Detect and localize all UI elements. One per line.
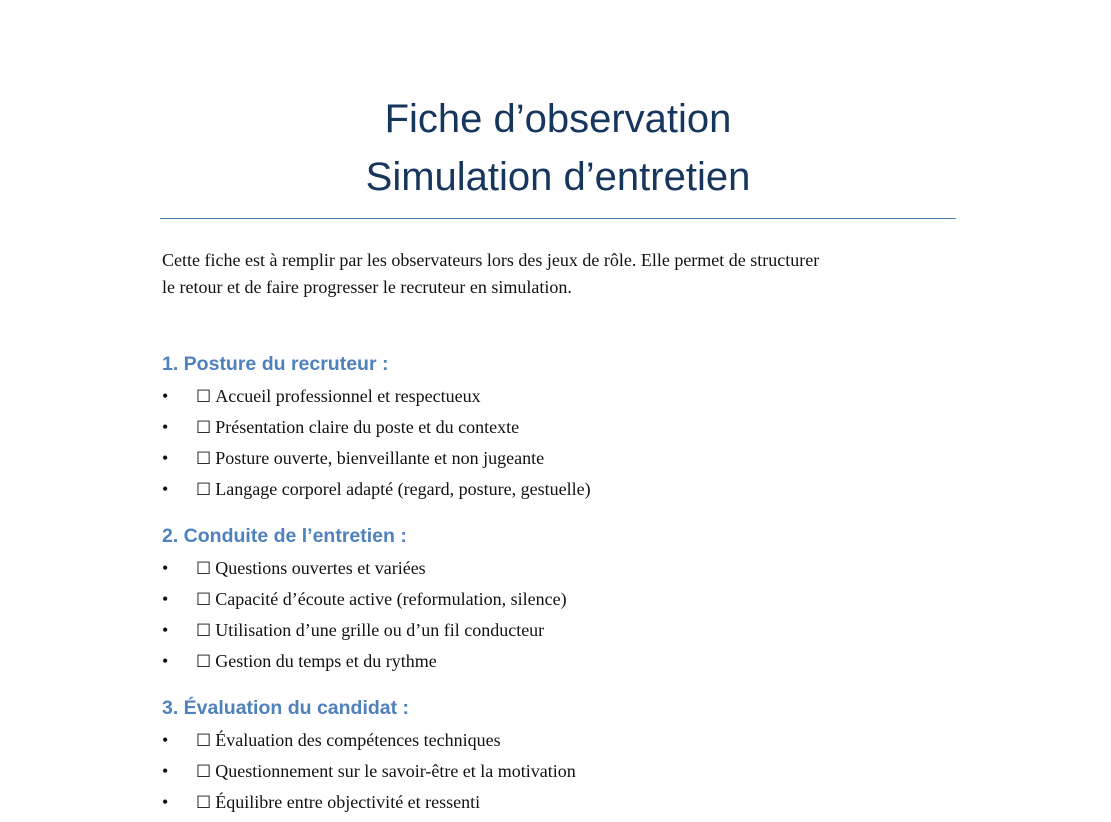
- checklist-item: [160, 381, 956, 412]
- item-label: Gestion du temps et du rythme: [215, 651, 437, 671]
- section-conduite-entretien: [160, 523, 956, 677]
- title-line-2: Simulation d’entretien: [365, 155, 751, 199]
- checklist: [160, 553, 956, 677]
- checkbox-icon[interactable]: ☐: [196, 480, 212, 500]
- document-title: [160, 0, 956, 206]
- checkbox-icon[interactable]: ☐: [196, 762, 212, 782]
- checklist-item: [160, 646, 956, 677]
- bullet-icon: •: [162, 589, 169, 609]
- bullet-icon: •: [162, 558, 169, 578]
- intro-paragraph: [162, 247, 956, 301]
- bullet-icon: •: [162, 479, 169, 499]
- checkbox-icon[interactable]: ☐: [196, 449, 212, 469]
- section-heading: 1. Posture du recruteur :: [162, 353, 389, 375]
- checklist-item: [160, 584, 956, 615]
- section-posture-recruteur: [160, 351, 956, 505]
- checklist-item: [160, 553, 956, 584]
- bullet-icon: •: [162, 417, 169, 437]
- checkbox-icon[interactable]: ☐: [196, 621, 212, 641]
- section-evaluation-candidat: [160, 695, 956, 818]
- checklist-item: [160, 725, 956, 756]
- checkbox-icon[interactable]: ☐: [196, 387, 212, 407]
- checkbox-icon[interactable]: ☐: [196, 559, 212, 579]
- document-page: [160, 0, 956, 818]
- item-label: Utilisation d’une grille ou d’un fil conducteur: [215, 620, 545, 640]
- item-label: Présentation claire du poste et du contexte: [215, 417, 520, 437]
- checklist-item: [160, 756, 956, 787]
- checklist-item: [160, 615, 956, 646]
- bullet-icon: •: [162, 448, 169, 468]
- checkbox-icon[interactable]: ☐: [196, 731, 212, 751]
- checklist-item: [160, 443, 956, 474]
- bullet-icon: •: [162, 651, 169, 671]
- section-heading: 3. Évaluation du candidat :: [162, 697, 410, 719]
- item-label: Posture ouverte, bienveillante et non jugeante: [215, 448, 545, 468]
- checkbox-icon[interactable]: ☐: [196, 418, 212, 438]
- checklist-item: [160, 474, 956, 505]
- item-label: Équilibre entre objectivité et ressenti: [215, 792, 481, 812]
- section-heading: 2. Conduite de l’entretien :: [162, 525, 407, 547]
- bullet-icon: •: [162, 761, 169, 781]
- bullet-icon: •: [162, 792, 169, 812]
- checkbox-icon[interactable]: ☐: [196, 652, 212, 672]
- item-label: Langage corporel adapté (regard, posture, gestuelle): [215, 479, 591, 499]
- bullet-icon: •: [162, 386, 169, 406]
- checklist-item: [160, 787, 956, 818]
- item-label: Accueil professionnel et respectueux: [215, 386, 481, 406]
- title-divider: [160, 218, 956, 219]
- item-label: Évaluation des compétences techniques: [215, 730, 501, 750]
- item-label: Questionnement sur le savoir-être et la motivation: [215, 761, 576, 781]
- title-line-1: Fiche d’observation: [384, 97, 732, 141]
- checkbox-icon[interactable]: ☐: [196, 793, 212, 813]
- bullet-icon: •: [162, 620, 169, 640]
- bullet-icon: •: [162, 730, 169, 750]
- item-label: Questions ouvertes et variées: [215, 558, 426, 578]
- checkbox-icon[interactable]: ☐: [196, 590, 212, 610]
- item-label: Capacité d’écoute active (reformulation, silence): [215, 589, 567, 609]
- intro-line-1: Cette fiche est à remplir par les observateurs lors des jeux de rôle. Elle permet de structurer: [162, 250, 820, 270]
- checklist: [160, 381, 956, 505]
- checklist-item: [160, 412, 956, 443]
- checklist: [160, 725, 956, 818]
- intro-line-2: le retour et de faire progresser le recruteur en simulation.: [162, 277, 572, 297]
